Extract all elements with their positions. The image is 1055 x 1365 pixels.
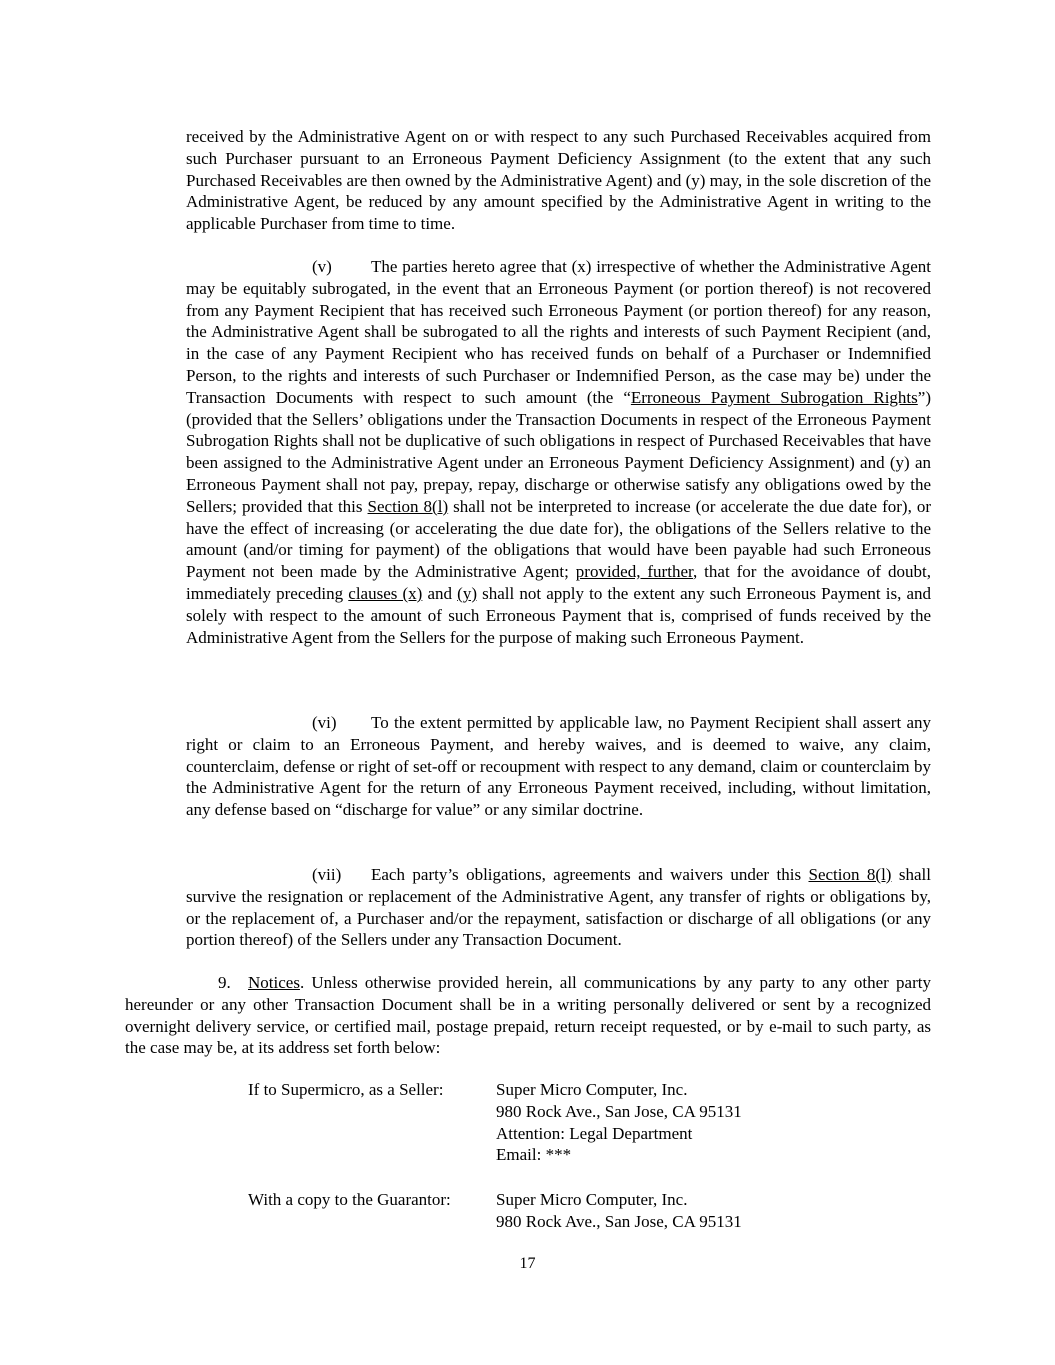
page-number: 17 xyxy=(519,1255,536,1272)
street-address: 980 Rock Ave., San Jose, CA 95131 xyxy=(496,1101,742,1121)
section-number: 9. xyxy=(218,973,231,992)
clauses-x-reference: clauses (x) xyxy=(348,583,423,603)
attention-line: Attention: Legal Department xyxy=(496,1123,693,1143)
paragraph-vii: (vii) Each party’s obligations, agreements and waivers under this Section 8(l) shall survive the resignation or replacement of the Administrative Agent, any transfer of rights or obligations by, or the replacement of, a Purchaser and/or the repayment, satisfaction or discharge of all obligations (or any portion thereof) of the Sellers under any Transaction Document. xyxy=(186,865,931,950)
street-address: 980 Rock Ave., San Jose, CA 95131 xyxy=(496,1211,742,1231)
paragraph-continuation xyxy=(186,126,931,235)
section-reference: Section 8(l) xyxy=(808,865,892,884)
paragraph-vi: (vi) To the extent permitted by applicable law, no Payment Recipient shall assert any right or claim to an Erroneous Payment, and hereby waives, and is deemed to waive, any claim, counterclaim, defense or right of set-off or recoupment with respect to any demand, claim or counterclaim by the Administrative Agent for the return of any Erroneous Payment received, including, without limitation, any defense based on “discharge for value” or any similar doctrine. xyxy=(186,713,931,820)
company-name: Super Micro Computer, Inc. xyxy=(496,1080,688,1099)
section-reference: Section 8(l) xyxy=(367,496,449,516)
email-line: Email: *** xyxy=(496,1145,572,1165)
notice-label: If to Supermicro, as a Seller: xyxy=(248,1080,444,1099)
section-heading: Notices xyxy=(248,973,300,992)
notice-address-lines xyxy=(496,1189,742,1233)
clause-y-reference: (y) xyxy=(457,583,477,603)
company-name: Super Micro Computer, Inc. xyxy=(496,1190,688,1209)
notice-label: With a copy to the Guarantor: xyxy=(248,1190,451,1209)
paragraph-vi-marker: (vi) xyxy=(312,713,337,732)
defined-term-erroneous-payment-subrogation-rights: Erroneous Payment Subrogation Rights xyxy=(630,387,918,407)
paragraph-vii-marker: (vii) xyxy=(312,865,342,884)
notice-address-lines xyxy=(496,1079,742,1166)
paragraph-continuation-text: received by the Administrative Agent on or with respect to any such Purchased Receivables acquired from such Purchaser pursuant to an Erroneous Payment Deficiency Assignment (to the extent that any such Purchased Receivables are then owned by the Administrative Agent) and (y) may, in the sole discretion of the Administrative Agent, be reduced by any amount specified by the Administrative Agent in writing to the applicable Purchaser from time to time. xyxy=(186,127,931,234)
section-9-notices: 9. Notices. Unless otherwise provided herein, all communications by any party to any other party hereunder or any other Transaction Document shall be in a writing personally delivered or sent by a recognized overnight delivery service, or certified mail, postage prepaid, return receipt requested, or by e-mail to such party, as the case may be, at its address set forth below: xyxy=(125,973,931,1058)
provided-further: provided, further xyxy=(575,562,693,582)
paragraph-v-marker: (v) xyxy=(312,257,332,276)
paragraph-v: (v) The parties hereto agree that (x) irrespective of whether the Administrative Agent may be equitably subrogated, in the event that an Erroneous Payment (or portion thereof) is not recovered from any Payment Recipient that has received such Erroneous Payment (or portion thereof) for any reason, the Administrative Agent shall be subrogated to all the rights and interests of such Payment Recipient (and, in the case of any Payment Recipient who has received funds on behalf of a Purchaser or Indemnified Person, to the rights and interests of such Purchaser or Indemnified Person, as the case may be) under the Transaction Documents with respect to such amount (the “Erroneous Payment Subrogation Rights”) (provided that the Sellers’ obligations under the Transaction Documents in respect of the Erroneous Payment Subrogation Rights shall not be duplicative of such obligations in respect of Purchased Receivables that have been assigned to the Administrative Agent under an Erroneous Payment Deficiency Assignment) and (y) an Erroneous Payment shall not pay, prepay, repay, discharge or otherwise satisfy any obligations owed by the Sellers; provided that this Section 8(l) shall not be interpreted to increase (or accelerate the due date for), or have the effect of increasing (or accelerating the due date for), the obligations of the Sellers relative to the amount (and/or timing for payment) of the obligations that would have been payable had such Erroneous Payment not been made by the Administrative Agent; provided, further, that for the avoidance of doubt, immediately preceding clauses (x) and (y) shall not apply to the extent any such Erroneous Payment is, and solely with respect to the amount of such Erroneous Payment that is, comprised of funds received by the Administrative Agent from the Sellers for the purpose of making such Erroneous Payment. xyxy=(186,257,932,647)
